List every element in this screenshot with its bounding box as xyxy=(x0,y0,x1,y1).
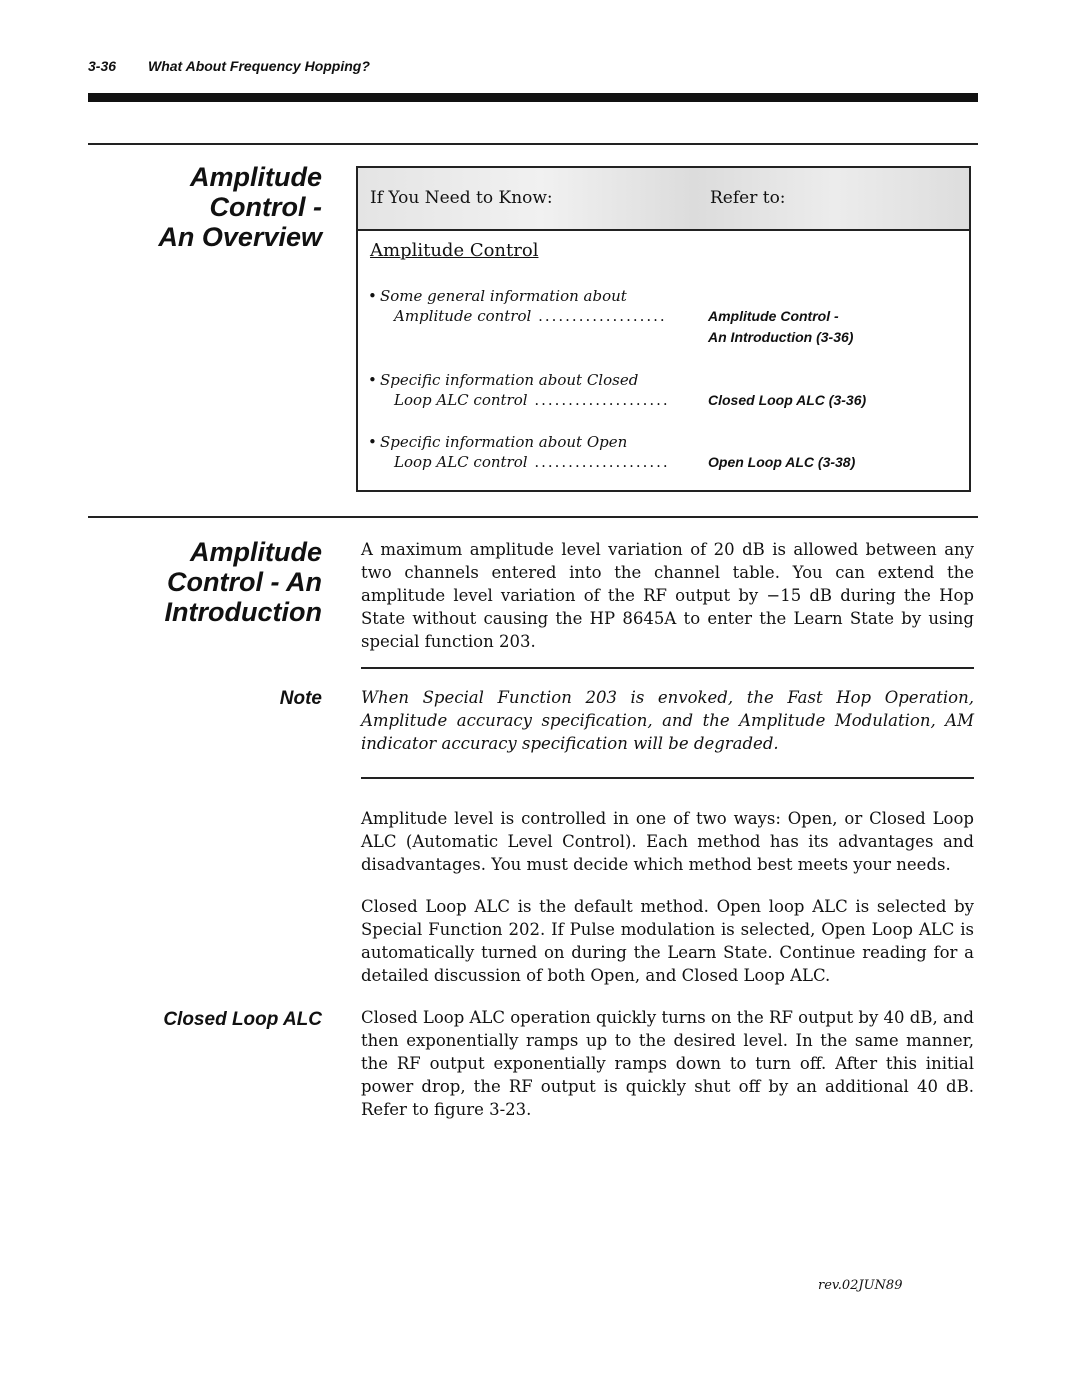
introduction-heading-line: Amplitude xyxy=(190,537,322,567)
revision-stamp: rev.02JUN89 xyxy=(818,1278,903,1293)
leader-dots: .................... xyxy=(527,453,670,471)
section-divider xyxy=(88,143,978,145)
body-paragraph: Closed Loop ALC is the default method. Open loop ALC is selected by Special Function 202. If Pulse modulation is selected, Open Loop ALC is automatically turned on during the Learn State. Continue reading for a detailed discussion of both Open, and Closed Loop ALC. xyxy=(361,897,974,985)
section-divider xyxy=(88,516,978,518)
overview-heading xyxy=(62,162,322,252)
body-paragraph: Amplitude level is controlled in one of two ways: Open, or Closed Loop ALC (Automatic Level Control). Each method has its advantages and disadvantages. You must decide which method best meets your needs. xyxy=(361,809,974,874)
table-entry xyxy=(368,286,958,346)
column-header-refer-to: Refer to: xyxy=(710,188,786,208)
introduction-heading xyxy=(62,537,322,627)
note-rule-bottom xyxy=(361,777,974,779)
entry-topic-line: Amplitude control xyxy=(394,307,532,325)
table-entry xyxy=(368,432,958,472)
header-bar xyxy=(88,93,978,102)
introduction-heading-line: Control - An xyxy=(167,567,322,597)
overview-heading-line: Control - xyxy=(209,192,322,222)
table-section-title: Amplitude Control xyxy=(370,240,539,261)
column-header-need-to-know: If You Need to Know: xyxy=(370,188,553,208)
running-title: What About Frequency Hopping? xyxy=(148,58,370,74)
bullet-icon: • xyxy=(368,433,377,451)
page-number: 3-36 xyxy=(88,58,117,74)
bullet-icon: • xyxy=(368,371,377,389)
reference-table xyxy=(356,166,971,492)
introduction-heading-line: Introduction xyxy=(164,597,322,627)
closed-loop-alc-heading: Closed Loop ALC xyxy=(163,1009,322,1030)
entry-reference[interactable] xyxy=(708,306,853,348)
entry-topic-line: Loop ALC control xyxy=(394,391,528,409)
entry-reference[interactable] xyxy=(708,390,866,411)
closed-loop-paragraph: Closed Loop ALC operation quickly turns on the RF output by 40 dB, and then exponentially ramps up to the desired level. In the same manner, the RF output exponentially ramps down to turn off. After this initial power drop, the RF output is quickly shut off by an additional 40 dB. Refer to figure 3-23. xyxy=(361,1008,974,1119)
table-header xyxy=(358,168,969,231)
entry-topic-line: Specific information about Closed xyxy=(380,371,639,389)
note-text: When Special Function 203 is envoked, the Fast Hop Operation, Amplitude accuracy specification, and the Amplitude Modulation, AM indicator accuracy specification will be degraded. xyxy=(361,688,974,753)
entry-reference-line: An Introduction (3-36) xyxy=(708,329,854,345)
overview-heading-line: An Overview xyxy=(158,222,322,252)
leader-dots: .................... xyxy=(527,391,670,409)
entry-reference-line: Open Loop ALC (3-38) xyxy=(708,454,856,470)
entry-topic-line: Some general information about xyxy=(380,287,627,305)
bullet-icon: • xyxy=(368,287,377,305)
entry-reference-line: Closed Loop ALC (3-36) xyxy=(708,392,867,408)
entry-reference[interactable] xyxy=(708,452,855,473)
entry-reference-line: Amplitude Control - xyxy=(708,308,839,324)
entry-topic-line: Loop ALC control xyxy=(394,453,528,471)
table-entry xyxy=(368,370,958,410)
note-label: Note xyxy=(279,688,322,709)
note-rule-top xyxy=(361,667,974,669)
leader-dots: ................... xyxy=(531,307,667,325)
entry-topic-line: Specific information about Open xyxy=(380,433,628,451)
overview-heading-line: Amplitude xyxy=(190,162,322,192)
introduction-paragraph: A maximum amplitude level variation of 20 dB is allowed between any two channels entered into the channel table. You can extend the amplitude level variation of the RF output by −15 dB during the Hop State without causing the HP 8645A to enter the Learn State by using special function 203. xyxy=(361,540,974,651)
